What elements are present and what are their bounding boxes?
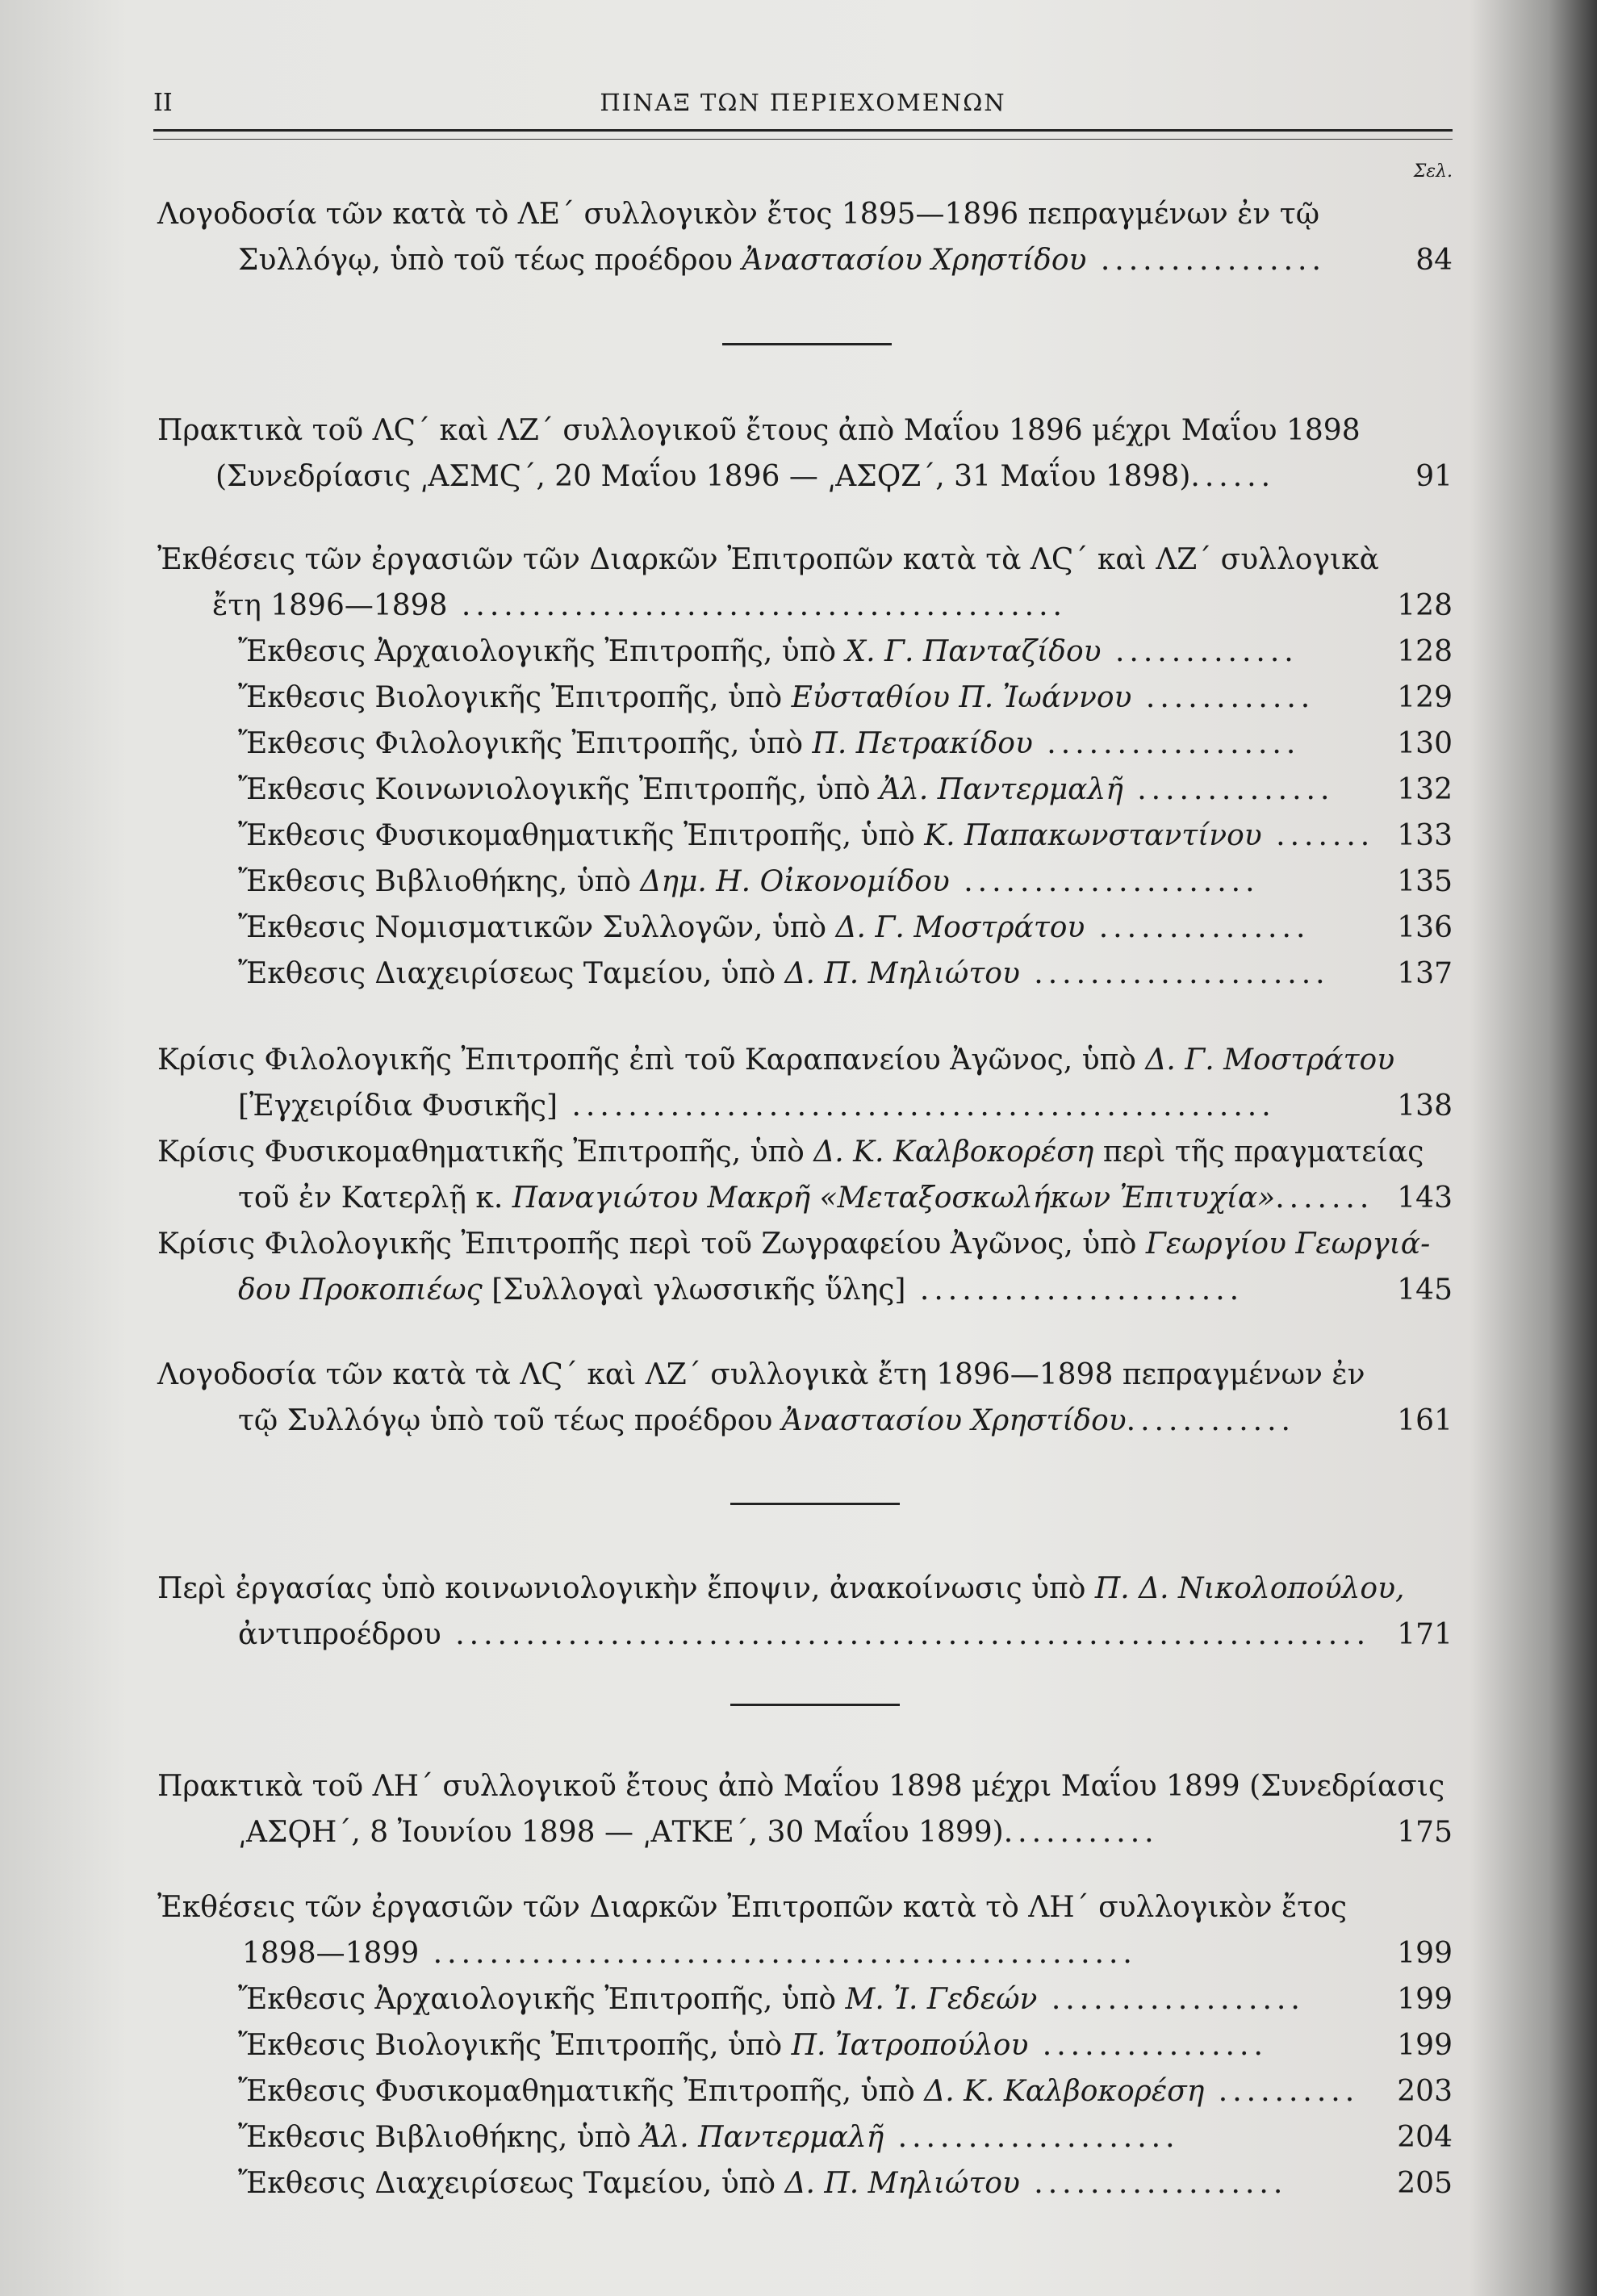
sub-entry xyxy=(157,2160,1453,2206)
sub-entry xyxy=(157,767,1453,813)
page-column-label: Σελ. xyxy=(1413,161,1453,182)
entry-page: 204 xyxy=(1397,2121,1453,2154)
entry-text: Ἐκθέσεις τῶν ἐργασιῶν τῶν Διαρκῶν Ἐπιτροπῶν κατὰ τὸ ΛΗ΄ συλλογικὸν ἔτος xyxy=(157,1891,1348,1924)
running-title: ΠΙΝΑΞ ΤΩΝ ΠΕΡΙΕΧΟΜΕΝΩΝ xyxy=(600,89,1006,116)
entry-author: Ἀναστασίου Χρηστίδου xyxy=(742,244,1087,277)
entry-text: Λογοδοσία τῶν κατὰ τὸ ΛΕ΄ συλλογικὸν ἔτος 1895—1896 πεπραγμένων ἐν τῷ xyxy=(157,198,1320,231)
entry-author: Δ. Π. Μηλιώτου xyxy=(784,957,1020,990)
section-separator xyxy=(730,1704,900,1706)
entry-author: Δ. Γ. Μοστράτου xyxy=(1145,1043,1395,1077)
entry-page: 137 xyxy=(1397,957,1453,990)
entry-text: Ἔκθεσις Βιβλιοθήκης, ὑπὸ xyxy=(238,865,641,898)
entry-text: Ἔκθεσις Ἀρχαιολογικῆς Ἐπιτροπῆς, ὑπὸ xyxy=(238,635,846,668)
leader-dots: ............... xyxy=(1085,911,1311,944)
page-header xyxy=(153,81,1453,129)
leader-dots: .................. xyxy=(1032,727,1301,760)
leader-dots: ............ xyxy=(1131,681,1315,714)
entry-text: ἀντιπροέδρου xyxy=(238,1618,441,1651)
entry-author: Ἀλ. Παντερμαλῆ xyxy=(880,773,1123,806)
entry-page: 203 xyxy=(1397,2075,1453,2108)
leader-dots: .................. xyxy=(1019,2167,1288,2200)
entry-page: 199 xyxy=(1397,1983,1453,2016)
entry-page: 132 xyxy=(1397,773,1453,806)
entry-text: Ἐκθέσεις τῶν ἐργασιῶν τῶν Διαρκῶν Ἐπιτροπῶν κατὰ τὰ ΛϚ΄ καὶ ΛΖ΄ συλλογικὰ xyxy=(157,543,1379,576)
leader-dots: ............. xyxy=(1101,635,1298,668)
entry-text: Ἔκθεσις Κοινωνιολογικῆς Ἐπιτροπῆς, ὑπὸ xyxy=(238,773,880,806)
entry-text: Ἔκθεσις Φυσικομαθηματικῆς Ἐπιτροπῆς, ὑπὸ xyxy=(238,819,925,852)
entry-text: Περὶ ἐργασίας ὑπὸ κοινωνιολογικὴν ἔποψιν, ἀνακοίνωσις ὑπὸ xyxy=(157,1572,1095,1605)
section-separator xyxy=(730,1503,900,1505)
leader-dots: .................................................. xyxy=(419,1937,1137,1970)
entry-text: Ἔκθεσις Βιολογικῆς Ἐπιτροπῆς, ὑπὸ xyxy=(238,2029,792,2062)
leader-dots: ....... xyxy=(1261,819,1375,852)
entry-title: Παναγιώτου Μακρῆ «Μεταξοσκωλήκων Ἐπιτυχία» xyxy=(512,1181,1276,1215)
toc-entry xyxy=(157,408,1453,500)
sub-entry xyxy=(157,2068,1453,2114)
entry-page: 128 xyxy=(1397,635,1453,668)
sub-entry xyxy=(157,813,1453,859)
sub-entry xyxy=(157,2114,1453,2160)
sub-entry xyxy=(157,951,1453,997)
entry-text: [Ἐγχειρίδια Φυσικῆς] xyxy=(238,1089,558,1123)
leader-dots: ................................................................. xyxy=(441,1618,1371,1651)
entry-text: Συλλόγῳ, ὑπὸ τοῦ τέως προέδρου xyxy=(238,244,742,277)
entry-author: Π. Δ. Νικολοπούλου, xyxy=(1094,1572,1405,1605)
leader-dots: .................... xyxy=(884,2121,1180,2154)
entry-author: Ἀναστασίου Χρηστίδου xyxy=(781,1404,1127,1437)
leader-dots: .............. xyxy=(1122,773,1335,806)
leader-dots: ........... xyxy=(1003,1816,1159,1849)
toc-entry xyxy=(157,1352,1453,1444)
leader-dots: ........................................... xyxy=(447,589,1067,622)
entry-author: Ἀλ. Παντερμαλῆ xyxy=(640,2121,884,2154)
entry-page: 205 xyxy=(1397,2167,1453,2200)
entry-text: [Συλλογαὶ γλωσσικῆς ὕλης] xyxy=(482,1273,906,1307)
header-rule-thin xyxy=(153,139,1453,140)
entry-text: 1898—1899 xyxy=(242,1937,420,1970)
entry-page: 171 xyxy=(1397,1618,1453,1651)
entry-author: δου Προκοπιέως xyxy=(238,1273,483,1307)
entry-text: Ἔκθεσις Βιβλιοθήκης, ὑπὸ xyxy=(238,2121,641,2154)
entry-page: 199 xyxy=(1397,1937,1453,1970)
toc-entry xyxy=(157,191,1453,283)
leader-dots: ....................... xyxy=(905,1273,1244,1307)
sub-entry xyxy=(157,2022,1453,2068)
leader-dots: ............ xyxy=(1126,1404,1295,1437)
toc-entry xyxy=(157,537,1453,997)
entry-text: Ἔκθεσις Διαχειρίσεως Ταμείου, ὑπὸ xyxy=(238,957,785,990)
toc-entry xyxy=(157,1884,1453,2206)
entry-page: 91 xyxy=(1415,460,1453,493)
leader-dots: .................................................. xyxy=(558,1089,1276,1123)
sub-entry xyxy=(157,629,1453,675)
entry-author: Κ. Παπακωνσταντίνου xyxy=(924,819,1262,852)
entry-text: Κρίσις Φιλολογικῆς Ἐπιτροπῆς ἐπὶ τοῦ Καραπανείου Ἀγῶνος, ὑπὸ xyxy=(157,1043,1146,1077)
entry-text: Ἔκθεσις Φιλολογικῆς Ἐπιτροπῆς, ὑπὸ xyxy=(238,727,813,760)
entry-page: 130 xyxy=(1397,727,1453,760)
entry-text: Ἔκθεσις Νομισματικῶν Συλλογῶν, ὑπὸ xyxy=(238,911,836,944)
toc-entry xyxy=(157,1037,1453,1129)
entry-page: 136 xyxy=(1397,911,1453,944)
sub-entry xyxy=(157,675,1453,721)
header-rule-thick xyxy=(153,129,1453,132)
entry-page: 133 xyxy=(1397,819,1453,852)
entry-author: Γεωργίου Γεωργιά- xyxy=(1145,1227,1431,1261)
entry-page: 143 xyxy=(1397,1181,1453,1215)
entry-author: Δ. Κ. Καλβοκορέση xyxy=(924,2075,1205,2108)
entry-text: Ἔκθεσις Ἀρχαιολογικῆς Ἐπιτροπῆς, ὑπὸ xyxy=(238,1983,846,2016)
entry-author: Π. Πετρακίδου xyxy=(812,727,1033,760)
entry-author: Δημ. Η. Οἰκονομίδου xyxy=(640,865,950,898)
entry-page: 128 xyxy=(1397,589,1453,622)
leader-dots: .......... xyxy=(1204,2075,1360,2108)
entry-author: Μ. Ἰ. Γεδεών xyxy=(845,1983,1038,2016)
toc-entry xyxy=(157,1763,1453,1855)
entry-page: 145 xyxy=(1397,1273,1453,1307)
entry-author: Χ. Γ. Πανταζίδου xyxy=(845,635,1102,668)
entry-text: περὶ τῆς πραγματείας xyxy=(1093,1135,1424,1169)
leader-dots: .................. xyxy=(1037,1983,1305,2016)
entry-text: τῷ Συλλόγῳ ὑπὸ τοῦ τέως προέδρου xyxy=(238,1404,782,1437)
entry-text: Πρακτικὰ τοῦ ΛϚ΄ καὶ ΛΖ΄ συλλογικοῦ ἔτους ἀπὸ Μαΐου 1896 μέχρι Μαΐου 1898 xyxy=(157,414,1361,447)
entry-author: Π. Ἰατροπούλου xyxy=(791,2029,1029,2062)
entry-text: Ἔκθεσις Φυσικομαθηματικῆς Ἐπιτροπῆς, ὑπὸ xyxy=(238,2075,925,2108)
entry-page: 84 xyxy=(1415,244,1453,277)
sub-entry xyxy=(157,1976,1453,2022)
leader-dots: ..................... xyxy=(949,865,1260,898)
entry-text: ͵ΑΣϘΗ΄, 8 Ἰουνίου 1898 — ͵ΑΤΚΕ΄, 30 Μαΐου 1899) xyxy=(238,1816,1004,1849)
entry-text: τοῦ ἐν Κατερλῇ κ. xyxy=(238,1181,512,1215)
toc-entry xyxy=(157,1129,1453,1221)
entry-author: Εὐσταθίου Π. Ἰωάννου xyxy=(791,681,1132,714)
entry-page: 199 xyxy=(1397,2029,1453,2062)
entry-text: Ἔκθεσις Βιολογικῆς Ἐπιτροπῆς, ὑπὸ xyxy=(238,681,792,714)
entry-text: Ἔκθεσις Διαχειρίσεως Ταμείου, ὑπὸ xyxy=(238,2167,785,2200)
leader-dots: ..................... xyxy=(1019,957,1330,990)
entry-author: Δ. Π. Μηλιώτου xyxy=(784,2167,1020,2200)
entry-page: 175 xyxy=(1397,1816,1453,1849)
entry-text: ἔτη 1896—1898 xyxy=(212,589,448,622)
entry-author: Δ. Γ. Μοστράτου xyxy=(835,911,1085,944)
entry-page: 135 xyxy=(1397,865,1453,898)
toc-entry xyxy=(157,1221,1453,1313)
entry-page: 129 xyxy=(1397,681,1453,714)
entry-author: Δ. Κ. Καλβοκορέση xyxy=(813,1135,1094,1169)
entry-text: Κρίσις Φιλολογικῆς Ἐπιτροπῆς περὶ τοῦ Ζωγραφείου Ἀγῶνος, ὑπὸ xyxy=(157,1227,1146,1261)
toc-entry xyxy=(157,1566,1453,1658)
entry-text: Πρακτικὰ τοῦ ΛΗ΄ συλλογικοῦ ἔτους ἀπὸ Μαΐου 1898 μέχρι Μαΐου 1899 (Συνεδρίασις xyxy=(157,1770,1445,1803)
sub-entry xyxy=(157,721,1453,767)
entry-text: Κρίσις Φυσικομαθηματικῆς Ἐπιτροπῆς, ὑπὸ xyxy=(157,1135,814,1169)
leader-dots: ...... xyxy=(1190,460,1276,493)
sub-entry xyxy=(157,859,1453,905)
page-number: II xyxy=(153,89,173,117)
section-separator xyxy=(722,343,892,345)
leader-dots: ....... xyxy=(1275,1181,1374,1215)
entry-page: 161 xyxy=(1397,1404,1453,1437)
entry-text: (Συνεδρίασις ͵ΑΣΜϚ΄, 20 Μαΐου 1896 — ͵ΑΣϘΖ΄, 31 Μαΐου 1898) xyxy=(215,460,1191,493)
entry-page: 138 xyxy=(1397,1089,1453,1123)
leader-dots: ................ xyxy=(1086,244,1326,277)
sub-entry xyxy=(157,905,1453,951)
leader-dots: ................ xyxy=(1028,2029,1268,2062)
entry-text: Λογοδοσία τῶν κατὰ τὰ ΛϚ΄ καὶ ΛΖ΄ συλλογικὰ ἔτη 1896—1898 πεπραγμένων ἐν xyxy=(157,1358,1365,1391)
